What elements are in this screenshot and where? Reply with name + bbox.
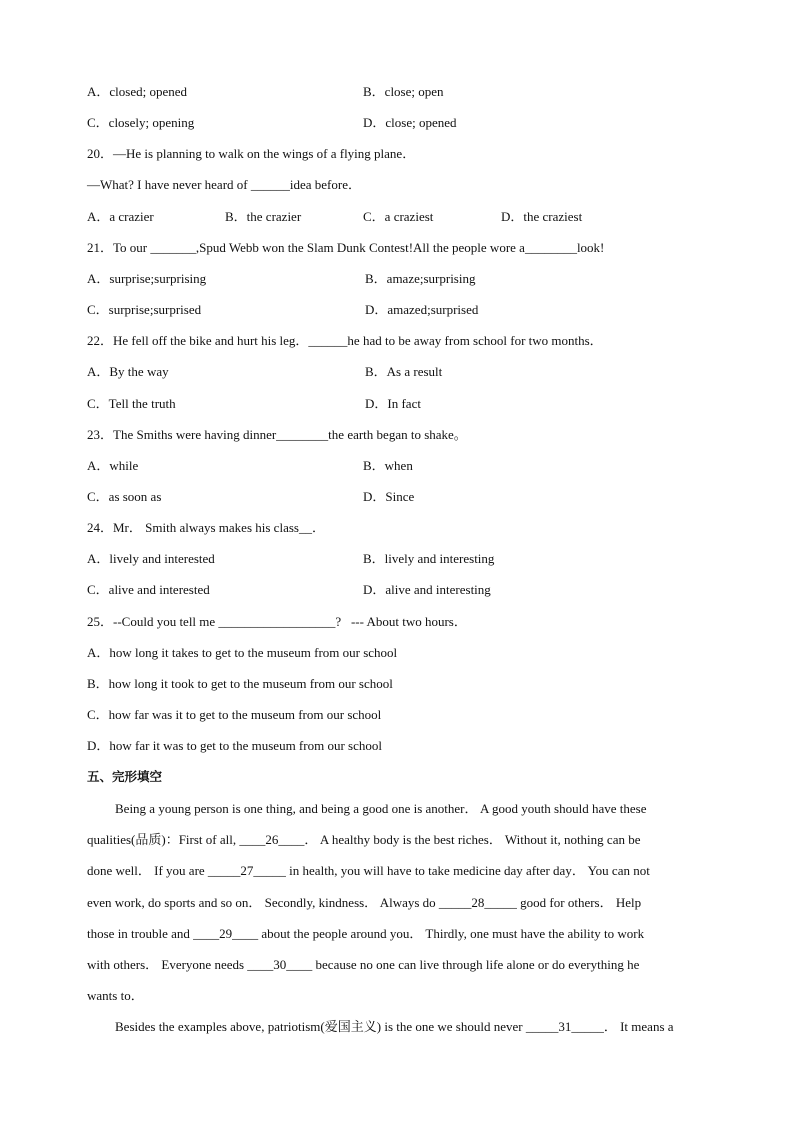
q25-option-b: B．how long it took to get to the museum from our school xyxy=(87,676,393,691)
q23-option-d: D．Since xyxy=(363,489,415,504)
q22-stem: 22．He fell off the bike and hurt his leg．______he had to be away from school for two months． xyxy=(87,333,603,348)
cloze-line-6: with others． Everyone needs ____30____ because no one can live through life alone or do everything he xyxy=(87,957,640,972)
q19-option-b: B．close; open xyxy=(363,84,444,99)
q24-option-a: A．lively and interested xyxy=(87,551,215,566)
q22-option-b: B．As a result xyxy=(365,364,443,379)
q22-option-a: A．By the way xyxy=(87,364,169,379)
q20-stem: 20．—He is planning to walk on the wings of a flying plane． xyxy=(87,146,416,161)
q24-stem: 24．Mr． Smith always makes his class__． xyxy=(87,520,325,535)
q23-stem: 23．The Smiths were having dinner________the earth began to shake。 xyxy=(87,427,467,442)
q20-stem-reply: —What? I have never heard of ______idea before． xyxy=(87,177,361,192)
q20-option-c: C．a craziest xyxy=(363,209,434,224)
cloze-line-7: wants to． xyxy=(87,988,144,1003)
q21-stem: 21．To our _______,Spud Webb won the Slam Dunk Contest!All the people wore a________look! xyxy=(87,240,605,255)
q23-option-a: A．while xyxy=(87,458,139,473)
cloze-line-3: done well． If you are _____27_____ in health, you will have to take medicine day after day． You can not xyxy=(87,863,650,878)
q21-option-c: C．surprise;surprised xyxy=(87,302,202,317)
q24-option-c: C．alive and interested xyxy=(87,582,210,597)
q25-option-c: C．how far was it to get to the museum from our school xyxy=(87,707,382,722)
q19-option-c: C．closely; opening xyxy=(87,115,195,130)
q22-option-c: C．Tell the truth xyxy=(87,396,176,411)
q23-option-c: C．as soon as xyxy=(87,489,162,504)
q25-stem: 25．--Could you tell me __________________? --- About two hours． xyxy=(87,614,467,629)
q22-option-d: D．In fact xyxy=(365,396,421,411)
cloze-line-5: those in trouble and ____29____ about the people around you． Thirdly, one must have the ability to work xyxy=(87,926,645,941)
q19-option-d: D．close; opened xyxy=(363,115,457,130)
q25-option-a: A．how long it takes to get to the museum from our school xyxy=(87,645,398,660)
q24-option-b: B．lively and interesting xyxy=(363,551,495,566)
q21-option-a: A．surprise;surprising xyxy=(87,271,207,286)
q20-option-b: B．the crazier xyxy=(225,209,302,224)
q20-option-a: A．a crazier xyxy=(87,209,154,224)
cloze-line-4: even work, do sports and so on． Secondly, kindness． Always do _____28_____ good for others． Help xyxy=(87,895,642,910)
q21-option-d: D．amazed;surprised xyxy=(365,302,479,317)
q21-option-b: B．amaze;surprising xyxy=(365,271,476,286)
q20-option-d: D．the craziest xyxy=(501,209,583,224)
q25-option-d: D．how far it was to get to the museum from our school xyxy=(87,738,382,753)
section-heading-cloze: 五、完形填空 xyxy=(87,769,163,784)
q19-option-a: A．closed; opened xyxy=(87,84,188,99)
cloze-line-1: Being a young person is one thing, and being a good one is another． A good youth should have these xyxy=(115,801,647,816)
cloze-line-2: qualities(品质)：First of all, ____26____． A healthy body is the best riches． Without it, nothing can be xyxy=(87,832,641,847)
q23-option-b: B．when xyxy=(363,458,413,473)
cloze-line-8: Besides the examples above, patriotism(爱国主义) is the one we should never _____31_____． It means a xyxy=(115,1019,674,1034)
q24-option-d: D．alive and interesting xyxy=(363,582,491,597)
